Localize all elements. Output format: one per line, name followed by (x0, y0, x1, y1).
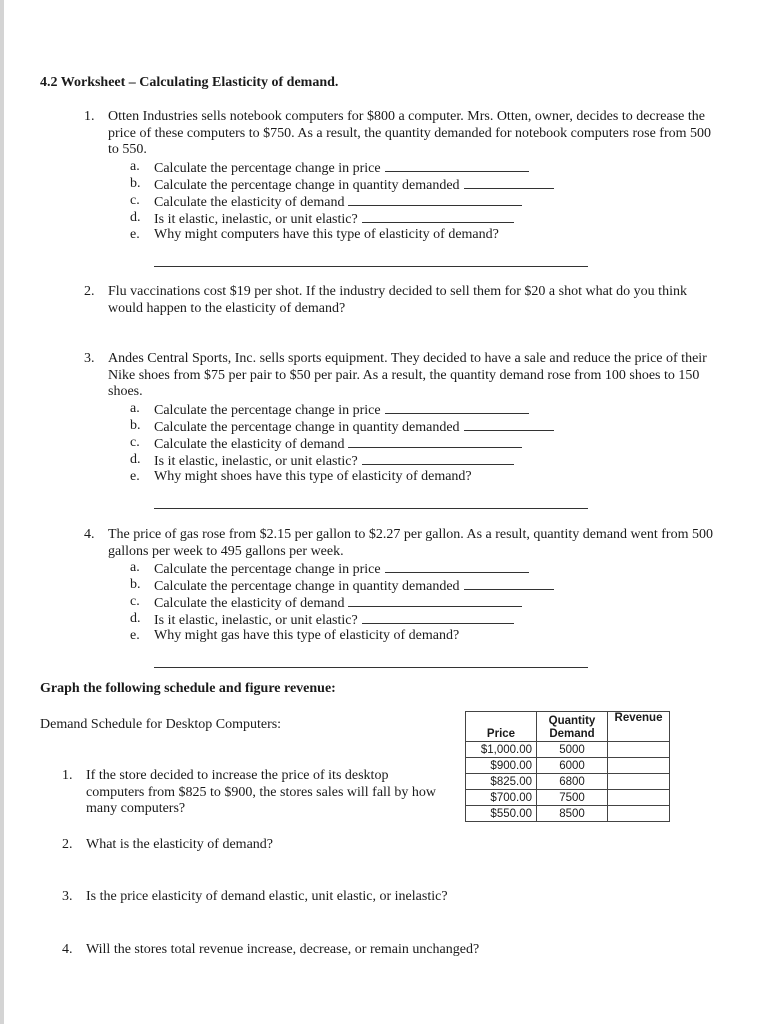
subquestion-d: d. Is it elastic, inelastic, or unit elastic? (130, 611, 724, 628)
question-text: Flu vaccinations cost $19 per shot. If the industry decided to sell them for $20 a shot what do you think would happen to the elasticity of demand? (108, 284, 687, 316)
question-number: 3. (84, 351, 95, 366)
question-number: 4. (84, 527, 95, 542)
demand-schedule-table (465, 711, 670, 822)
question-4 (84, 527, 724, 668)
question-number: 2. (84, 284, 95, 299)
answer-blank[interactable] (362, 210, 514, 223)
revenue-cell[interactable] (608, 774, 670, 790)
revenue-cell[interactable] (608, 790, 670, 806)
table-row (466, 742, 670, 758)
quantity-cell: 6800 (537, 774, 608, 790)
subquestion-d: d. Is it elastic, inelastic, or unit elastic? (130, 452, 724, 469)
schedule-question-2 (62, 837, 442, 854)
question-number: 1. (62, 768, 73, 783)
table-row (466, 790, 670, 806)
price-cell: $825.00 (466, 774, 537, 790)
answer-blank[interactable] (464, 577, 554, 590)
revenue-header: Revenue (608, 712, 670, 742)
subquestion-a: a. Calculate the percentage change in price (130, 560, 724, 577)
question-number: 3. (62, 889, 73, 904)
question-text: What is the elasticity of demand? (86, 837, 273, 852)
subquestion-list (130, 159, 724, 244)
answer-blank[interactable] (362, 452, 514, 465)
answer-line[interactable] (154, 659, 588, 668)
answer-blank[interactable] (464, 176, 554, 189)
subquestion-c: c. Calculate the elasticity of demand (130, 594, 724, 611)
subquestion-e: e. Why might computers have this type of elasticity of demand? (130, 226, 499, 242)
section-heading: Graph the following schedule and figure revenue: (40, 681, 336, 696)
question-number: 2. (62, 837, 73, 852)
subquestion-e: e. Why might gas have this type of elasticity of demand? (130, 628, 460, 643)
schedule-label: Demand Schedule for Desktop Computers: (40, 717, 282, 732)
page-edge-shadow (0, 0, 4, 1024)
table-row (466, 758, 670, 774)
table-header-row (466, 712, 670, 742)
question-2 (84, 284, 724, 317)
price-cell: $700.00 (466, 790, 537, 806)
subquestion-e: e. Why might shoes have this type of elasticity of demand? (130, 468, 472, 484)
subquestion-c: c. Calculate the elasticity of demand (130, 193, 724, 210)
worksheet-title: 4.2 Worksheet – Calculating Elasticity of demand. (40, 75, 339, 90)
subquestion-b: b. Calculate the percentage change in quantity demanded (130, 577, 724, 594)
answer-blank[interactable] (348, 193, 522, 206)
revenue-cell[interactable] (608, 758, 670, 774)
question-number: 4. (62, 942, 73, 957)
question-text: Is the price elasticity of demand elastic, unit elastic, or inelastic? (86, 889, 448, 904)
schedule-question-3 (62, 889, 702, 906)
quantity-demand-header: Quantity Demand (537, 712, 608, 742)
question-3 (84, 351, 724, 509)
schedule-question-1 (62, 768, 442, 818)
revenue-cell[interactable] (608, 742, 670, 758)
question-text: Otten Industries sells notebook computers for $800 a computer. Mrs. Otten, owner, decides to decrease the price of these computers to $750. As a result, the quantity demanded for notebook computers rose from 500 to 550. (108, 109, 712, 157)
question-text: Andes Central Sports, Inc. sells sports equipment. They decided to have a sale and reduce the price of their Nike shoes from $75 per pair to $50 per pair. As a result, the quantity demand rose from 100 shoes to 150 shoes. (108, 351, 707, 399)
table-row (466, 774, 670, 790)
answer-line[interactable] (154, 258, 588, 267)
question-text: The price of gas rose from $2.15 per gallon to $2.27 per gallon. As a result, quantity demand went from 500 gallons per week to 495 gallons per week. (108, 527, 713, 559)
answer-blank[interactable] (385, 401, 529, 414)
subquestion-b: b. Calculate the percentage change in quantity demanded (130, 176, 724, 193)
quantity-cell: 6000 (537, 758, 608, 774)
schedule-question-4 (62, 942, 702, 959)
subquestion-a: a. Calculate the percentage change in price (130, 159, 724, 176)
answer-blank[interactable] (464, 418, 554, 431)
subquestion-list (130, 560, 724, 645)
question-number: 1. (84, 109, 95, 124)
table-row (466, 806, 670, 822)
answer-blank[interactable] (385, 159, 529, 172)
price-cell: $1,000.00 (466, 742, 537, 758)
quantity-cell: 5000 (537, 742, 608, 758)
subquestion-c: c. Calculate the elasticity of demand (130, 435, 724, 452)
answer-blank[interactable] (385, 560, 529, 573)
price-cell: $550.00 (466, 806, 537, 822)
subquestion-a: a. Calculate the percentage change in price (130, 401, 724, 418)
answer-blank[interactable] (348, 594, 522, 607)
revenue-cell[interactable] (608, 806, 670, 822)
price-header: Price (466, 712, 537, 742)
subquestion-list (130, 401, 724, 486)
subquestion-b: b. Calculate the percentage change in quantity demanded (130, 418, 724, 435)
answer-blank[interactable] (362, 611, 514, 624)
question-1 (84, 109, 724, 267)
question-text: Will the stores total revenue increase, decrease, or remain unchanged? (86, 942, 480, 957)
subquestion-d: d. Is it elastic, inelastic, or unit elastic? (130, 210, 724, 227)
question-text: If the store decided to increase the price of its desktop computers from $825 to $900, the stores sales will fall by how many computers? (86, 768, 436, 816)
quantity-cell: 7500 (537, 790, 608, 806)
answer-line[interactable] (154, 500, 588, 509)
answer-blank[interactable] (348, 435, 522, 448)
quantity-cell: 8500 (537, 806, 608, 822)
price-cell: $900.00 (466, 758, 537, 774)
